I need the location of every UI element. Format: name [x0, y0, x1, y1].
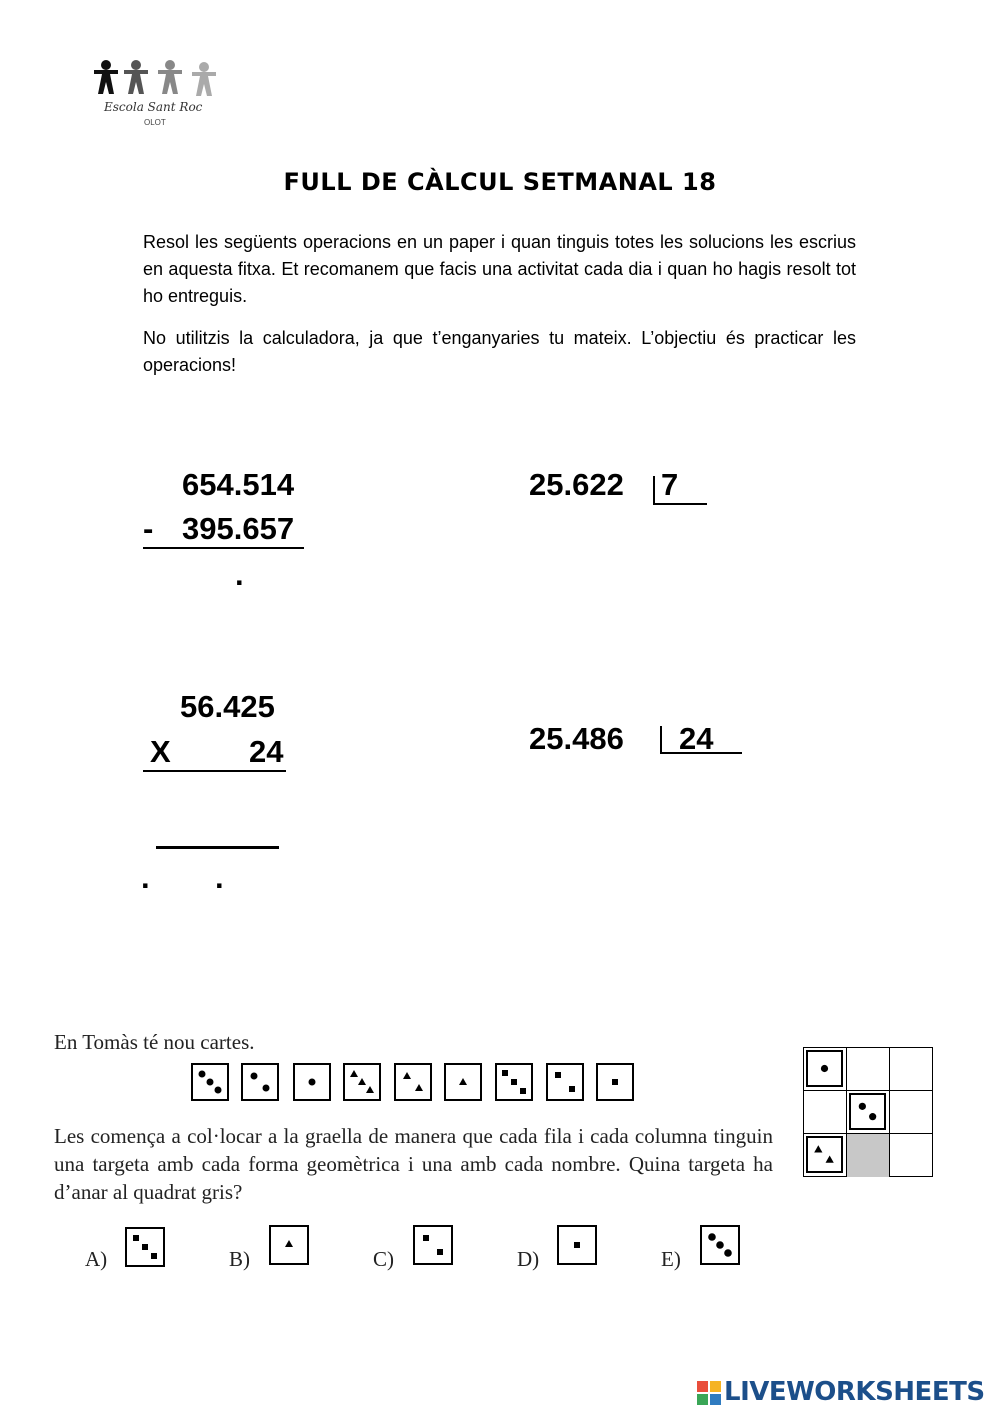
logo-town: OLOT	[144, 118, 166, 127]
card-two-triangles	[394, 1063, 432, 1101]
option-a-label[interactable]: A)	[85, 1247, 108, 1271]
card-one-circle	[293, 1063, 331, 1101]
grid-cell-3-1	[804, 1134, 847, 1177]
grid-cell-2-3	[890, 1091, 933, 1134]
grid-cell-gray[interactable]	[847, 1134, 890, 1177]
three-circles-icon	[702, 1227, 738, 1263]
grid-card-two-triangles	[806, 1136, 843, 1173]
grid-cell-2-2	[847, 1091, 890, 1134]
division2-dividend: 25.486	[529, 721, 624, 756]
three-squares-icon	[497, 1065, 531, 1099]
division1-bracket-vertical	[653, 476, 655, 505]
grid-cell-2-1	[804, 1091, 847, 1134]
option-c-label[interactable]: C)	[373, 1247, 394, 1271]
one-circle-icon	[808, 1052, 841, 1085]
footer-brand: LIVEWORKSHEETS	[724, 1377, 985, 1407]
grid-cell-1-2	[847, 1048, 890, 1091]
card-three-circles	[191, 1063, 229, 1101]
liveworksheets-logo	[697, 1377, 997, 1409]
two-squares-icon	[415, 1227, 451, 1263]
option-c-card[interactable]	[413, 1225, 453, 1265]
subtraction-sign: -	[143, 511, 154, 546]
problem-text: Les comença a col·locar a la graella de manera que cada fila i cada columna tinguin una targeta amb cada forma geomètrica i una amb cada nombre. Quina targeta ha d’anar al quadrat gris?	[54, 1124, 773, 1204]
division1-dividend: 25.622	[529, 467, 624, 502]
multiplication-dot-1: .	[141, 860, 150, 895]
multiplication-multiplicand: 56.425	[180, 689, 275, 724]
children-chain-icon	[92, 58, 222, 98]
two-triangles-icon	[808, 1138, 841, 1171]
subtraction-subtrahend: 395.657	[182, 511, 295, 546]
grid-cell-1-3	[890, 1048, 933, 1091]
option-b-label[interactable]: B)	[229, 1247, 250, 1271]
two-circles-icon	[851, 1095, 884, 1128]
option-b-card[interactable]	[269, 1225, 309, 1265]
subtraction-result-line	[143, 547, 304, 549]
card-one-triangle	[444, 1063, 482, 1101]
division1-divisor: 7	[661, 467, 679, 502]
three-circles-icon	[193, 1065, 227, 1099]
school-logo	[92, 58, 227, 130]
grid-cell-3-3	[890, 1134, 933, 1177]
division1-bracket-horizontal	[653, 503, 707, 505]
card-three-squares	[495, 1063, 533, 1101]
option-a-card[interactable]	[125, 1227, 165, 1267]
multiplication-underline	[143, 770, 286, 772]
subtraction-answer-dot: .	[235, 557, 244, 592]
multiplication-sign: X	[150, 734, 171, 769]
one-circle-icon	[295, 1065, 329, 1099]
option-d-card[interactable]	[557, 1225, 597, 1265]
logo-school-name: Escola Sant Roc	[104, 100, 203, 114]
card-two-circles	[241, 1063, 279, 1101]
instructions-paragraph-2: No utilitzis la calculadora, ja que t’enganyaries tu mateix. L’objectiu és practicar les operacions!	[143, 328, 856, 375]
multiplication-dot-2: .	[215, 860, 224, 895]
one-square-icon	[598, 1065, 632, 1099]
instructions-paragraph-1: Resol les següents operacions en un paper i quan tinguis totes les solucions les escrius en aquesta fitxa. Et recomanem que facis una activitat cada dia i quan ho hagis resolt tot ho entreguis.	[143, 232, 856, 306]
option-d-label[interactable]: D)	[517, 1247, 540, 1271]
two-triangles-icon	[396, 1065, 430, 1099]
multiplication-multiplier: 24	[249, 734, 284, 769]
card-grid	[803, 1047, 933, 1177]
one-triangle-icon	[446, 1065, 480, 1099]
card-one-square	[596, 1063, 634, 1101]
one-triangle-icon	[271, 1227, 307, 1263]
three-triangles-icon	[345, 1065, 379, 1099]
two-circles-icon	[243, 1065, 277, 1099]
one-square-icon	[559, 1227, 595, 1263]
multiplication-partial-line	[156, 846, 279, 849]
grid-card-two-circles	[849, 1093, 886, 1130]
subtraction-minuend: 654.514	[182, 467, 295, 502]
lws-mark-icon	[697, 1381, 721, 1405]
division2-divisor: 24	[679, 721, 714, 756]
option-e-label[interactable]: E)	[661, 1247, 681, 1271]
card-three-triangles	[343, 1063, 381, 1101]
grid-cell-1-1	[804, 1048, 847, 1091]
division2-bracket-vertical	[660, 726, 662, 753]
option-e-card[interactable]	[700, 1225, 740, 1265]
card-two-squares	[546, 1063, 584, 1101]
page-title: FULL DE CÀLCUL SETMANAL 18	[283, 168, 717, 196]
grid-card-one-circle	[806, 1050, 843, 1087]
problem-intro: En Tomàs té nou cartes.	[54, 1030, 255, 1054]
three-squares-icon	[127, 1229, 163, 1265]
two-squares-icon	[548, 1065, 582, 1099]
